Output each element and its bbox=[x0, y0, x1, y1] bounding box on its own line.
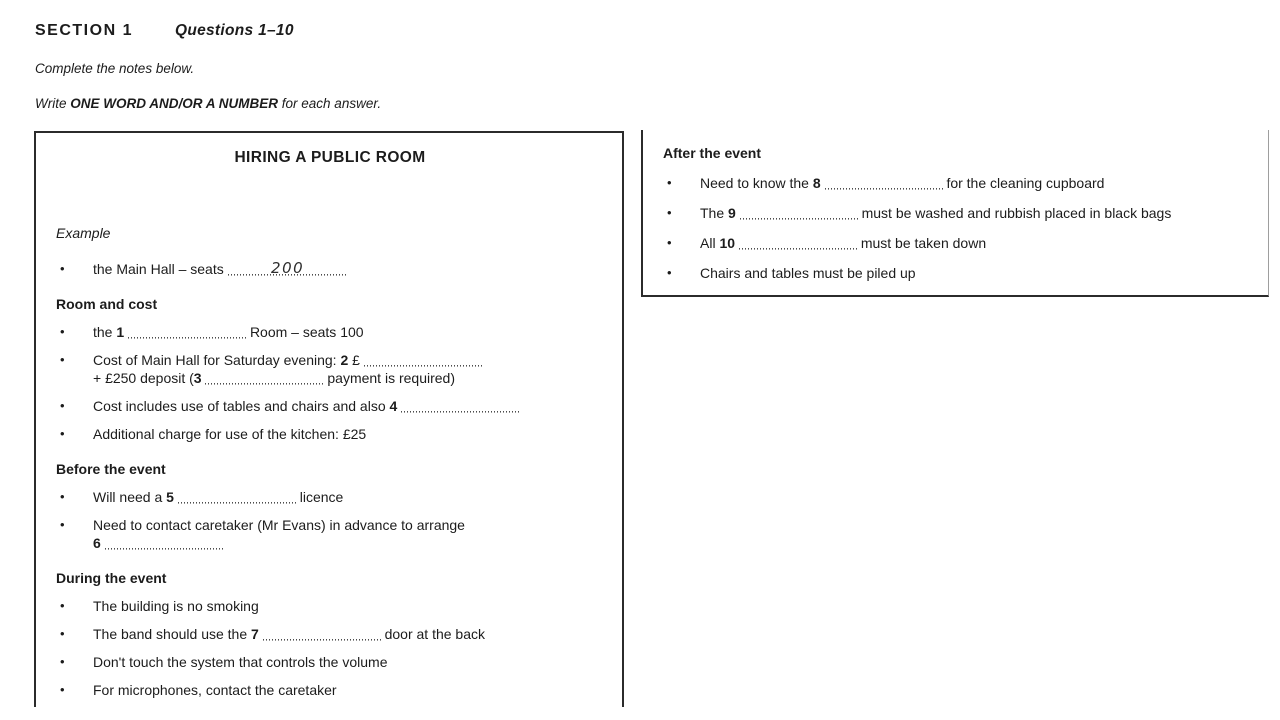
page-header bbox=[35, 22, 294, 40]
question-number-6: 6 bbox=[93, 535, 101, 551]
bullet-icon: • bbox=[667, 235, 672, 250]
q9-post: must be washed and rubbish placed in black bags bbox=[861, 205, 1172, 221]
q8-post: for the cleaning cupboard bbox=[946, 175, 1105, 191]
after-event-box bbox=[641, 130, 1269, 297]
no-smoking-text: The building is no smoking bbox=[93, 598, 259, 614]
bullet-icon: • bbox=[60, 352, 65, 367]
question-5-row bbox=[56, 488, 604, 506]
instruction-write-suffix: for each answer. bbox=[281, 96, 382, 111]
question-number-3: 3 bbox=[193, 370, 202, 386]
q9-pre: The bbox=[700, 205, 725, 221]
bullet-icon: • bbox=[60, 682, 65, 697]
question-number-8: 8 bbox=[812, 175, 821, 191]
heading-before-the-event: Before the event bbox=[56, 461, 166, 477]
bullet-icon: • bbox=[60, 324, 65, 339]
answer-blank-10 bbox=[739, 238, 857, 250]
question-8-row bbox=[663, 174, 1256, 192]
kitchen-charge-text: Additional charge for use of the kitchen: £25 bbox=[93, 426, 367, 442]
q5-pre: Will need a bbox=[93, 489, 163, 505]
q4-pre: Cost includes use of tables and chairs and also bbox=[93, 398, 386, 414]
question-10-row bbox=[663, 234, 1256, 252]
q7-pre: The band should use the bbox=[93, 626, 248, 642]
question-number-7: 7 bbox=[251, 626, 259, 642]
no-smoking-row bbox=[56, 597, 604, 615]
instruction-write-bold: ONE WORD AND/OR A NUMBER bbox=[70, 96, 279, 111]
bullet-icon: • bbox=[60, 489, 65, 504]
q1-pre: the bbox=[93, 324, 113, 340]
kitchen-charge-row bbox=[56, 425, 604, 443]
section-label: SECTION 1 bbox=[35, 22, 133, 39]
example-answer: 200 bbox=[271, 259, 305, 277]
bullet-icon: • bbox=[60, 598, 65, 613]
question-7-row bbox=[56, 625, 604, 643]
microphones-row bbox=[56, 681, 604, 699]
q8-pre: Need to know the bbox=[700, 175, 809, 191]
instruction-write bbox=[35, 96, 381, 111]
q10-pre: All bbox=[700, 235, 716, 251]
notes-box bbox=[34, 131, 624, 707]
question-9-row bbox=[663, 204, 1256, 222]
bullet-icon: • bbox=[60, 626, 65, 641]
q2-pre: Cost of Main Hall for Saturday evening: bbox=[93, 352, 337, 368]
answer-blank-6 bbox=[105, 538, 223, 550]
heading-room-and-cost: Room and cost bbox=[56, 296, 158, 312]
example-text: the Main Hall – seats bbox=[93, 261, 224, 277]
question-4-row bbox=[56, 397, 604, 415]
answer-blank-3 bbox=[205, 373, 323, 385]
question-number-1: 1 bbox=[116, 324, 125, 340]
bullet-icon: • bbox=[60, 654, 65, 669]
heading-during-the-event: During the event bbox=[56, 570, 167, 586]
q5-post: licence bbox=[299, 489, 344, 505]
answer-blank-example bbox=[228, 259, 348, 277]
instruction-write-prefix: Write bbox=[35, 96, 67, 111]
answer-blank-1 bbox=[128, 327, 246, 339]
q2-currency: £ bbox=[352, 352, 360, 368]
answer-blank-2 bbox=[364, 355, 482, 367]
chairs-tables-row bbox=[663, 264, 1256, 282]
questions-range: Questions 1–10 bbox=[174, 22, 294, 39]
question-number-4: 4 bbox=[389, 398, 398, 414]
bullet-icon: • bbox=[667, 205, 672, 220]
heading-after-the-event: After the event bbox=[663, 145, 762, 161]
question-number-5: 5 bbox=[166, 489, 174, 505]
question-number-10: 10 bbox=[719, 235, 736, 251]
question-1-row bbox=[56, 323, 604, 341]
bullet-icon: • bbox=[60, 398, 65, 413]
q3-post: payment is required) bbox=[327, 370, 455, 386]
bullet-icon: • bbox=[60, 426, 65, 441]
q6-pre: Need to contact caretaker (Mr Evans) in advance to arrange bbox=[93, 517, 465, 533]
q3-pre: + £250 deposit ( bbox=[93, 370, 194, 386]
question-6-row bbox=[56, 516, 604, 552]
q10-post: must be taken down bbox=[860, 235, 987, 251]
question-number-9: 9 bbox=[728, 205, 736, 221]
answer-blank-8 bbox=[825, 178, 943, 190]
chairs-tables-text: Chairs and tables must be piled up bbox=[700, 265, 916, 281]
question-number-2: 2 bbox=[340, 352, 349, 368]
answer-blank-7 bbox=[263, 629, 381, 641]
answer-blank-9 bbox=[740, 208, 858, 220]
example-label: Example bbox=[56, 225, 111, 241]
question-2-3-row bbox=[56, 351, 604, 387]
instruction-complete-notes: Complete the notes below. bbox=[35, 61, 195, 76]
bullet-icon: • bbox=[667, 175, 672, 190]
example-row bbox=[56, 260, 604, 278]
answer-blank-5 bbox=[178, 492, 296, 504]
microphones-text: For microphones, contact the caretaker bbox=[93, 682, 337, 698]
bullet-icon: • bbox=[667, 265, 672, 280]
bullet-icon: • bbox=[60, 261, 65, 276]
answer-blank-4 bbox=[401, 401, 519, 413]
q1-post: Room – seats 100 bbox=[249, 324, 364, 340]
bullet-icon: • bbox=[60, 517, 65, 532]
q7-post: door at the back bbox=[384, 626, 485, 642]
volume-system-row bbox=[56, 653, 604, 671]
notes-box-title: HIRING A PUBLIC ROOM bbox=[234, 149, 426, 166]
volume-system-text: Don't touch the system that controls the volume bbox=[93, 654, 388, 670]
